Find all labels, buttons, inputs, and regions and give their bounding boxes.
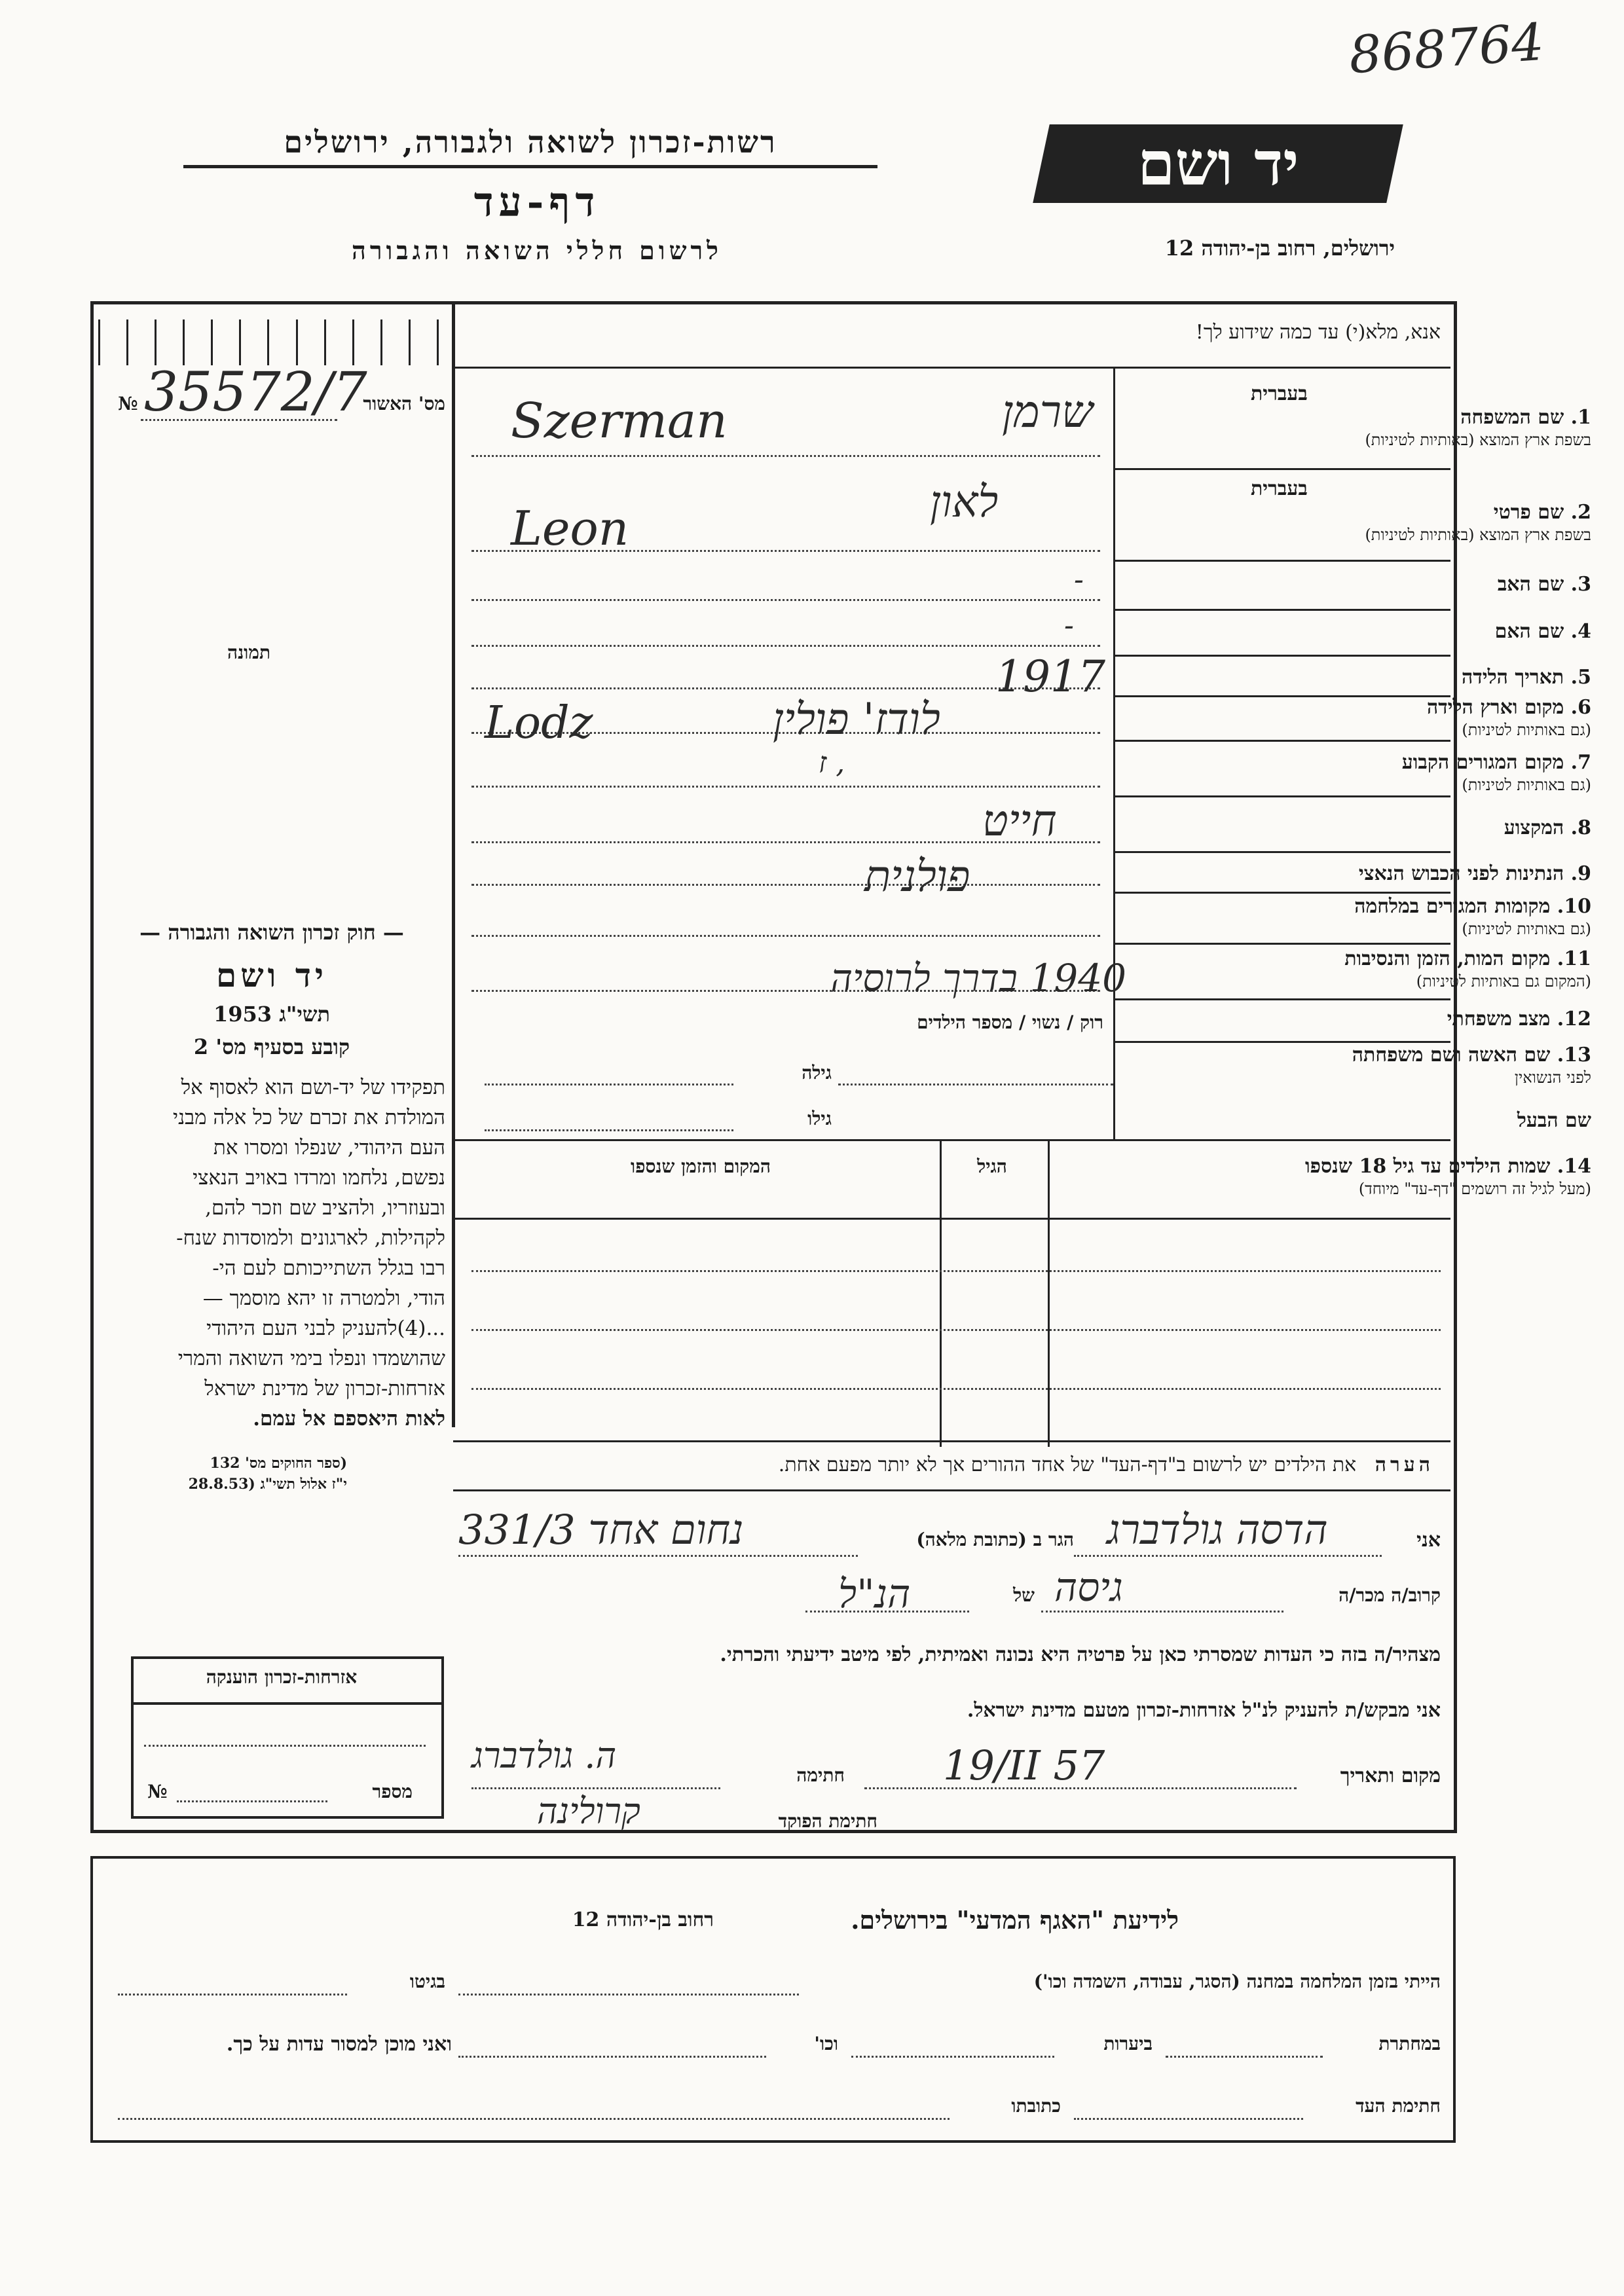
children-col-1 (1048, 1139, 1050, 1447)
declaration-text: מצהיר/ה בזה כי העדות שמסרתי כאן על פרטיה היא נכונה ואמיתית, לפי מיטב ידיעתי והכרתי. (720, 1643, 1441, 1666)
declarant-name-line (1074, 1555, 1382, 1557)
law-name: יד ושם (216, 956, 327, 994)
yad-vashem-logo: יד ושם (1033, 124, 1403, 203)
witness-address-line (118, 2118, 950, 2120)
col-place-time: המקום והזמן שנספו (631, 1156, 771, 1177)
photo-label: תמונה (227, 642, 271, 663)
value-line (471, 645, 1100, 647)
law-ref-2: י"ז אלול תשי"ג (28.8.53 (188, 1476, 347, 1493)
field-marital-status: 12. מצב משפחתי (1447, 1008, 1591, 1030)
note-line: הערה את הילדים יש לרשום ב"דף-העד" של אחד ההורים אך לא יותר מפעם אחת. (778, 1453, 1434, 1476)
place-date-value: 19/II 57 (943, 1741, 1105, 1789)
cert-number: 35572/7 (144, 361, 367, 424)
underground-line (1166, 2056, 1323, 2058)
occupation-value: חייט (982, 795, 1057, 846)
footer-witness-signature: חתימת העד (1356, 2095, 1441, 2117)
surname-hebrew: שרמן (1002, 386, 1094, 438)
first-name-hebrew: לאון (930, 477, 999, 527)
memorial-number-prefix: № (147, 1781, 168, 1802)
place-date-line (864, 1787, 1297, 1789)
authority-name: רשות-זכרון לשואה ולגבורה, ירושלים (183, 124, 877, 168)
law-year: תשי"ג 1953 (213, 1002, 330, 1027)
declarant-name: הדסה גולדברג (1107, 1506, 1328, 1554)
field-mother-name: 4. שם האם (1494, 620, 1591, 643)
memorial-box-line (144, 1745, 426, 1747)
value-line (485, 1084, 733, 1085)
footer-camp-line: הייתי בזמן המלחמה במחנה (הסגר, עבודה, השמדה וכו') (1033, 1971, 1441, 1992)
law-ref-1: (ספר החוקים מס' 132 (210, 1455, 347, 1472)
memorial-box-rule (131, 1702, 444, 1705)
row-rule-8 (1113, 851, 1450, 853)
footer-etc: וכו' (814, 2033, 838, 2054)
law-text: תפקידו של יד-ושם הוא לאסוף אל המולדת את זכרם של כל אלה מבני העם היהודי, שנפלו ומסרו את נפשם, נלחמו ומרדו באויב הנאצי ובעוזריו, ולהציב שם וזכר להם, לקהילות, לארגונים ולמוסדות שנח- רבו בגלל השתייכותם לעם הי- הודי, ולמטרה זו יהא מוסמך — ...(4)להעניק לבני העם היהודי שהושמדו ונפלו בימי השואה והמרי אזרחות-זכרון של מדינת ישראל לאות היאספם אל עמם. (172, 1076, 445, 1430)
row-rule-11 (1113, 998, 1450, 1000)
signature-line (471, 1787, 720, 1789)
citizenship-request: אני מבקש/ת להעניק לנ"ל אזרחות-זכרון מטעם מדינת ישראל. (967, 1699, 1441, 1722)
memorial-box-title: אזרחות-זכרון הוענקה (206, 1666, 358, 1688)
nationality-value: פולנית (864, 851, 970, 902)
value-line (471, 599, 1100, 601)
footer-address-label: כתובתו (1011, 2095, 1061, 2117)
cert-number-label: מס' האשור (363, 393, 445, 414)
of-name: הנ"ל (838, 1571, 911, 1617)
field-wife-name: 13. שם האשה ושם משפחתה לפני הנשואין (1352, 1044, 1591, 1087)
field-husband-name: שם הבעל (1517, 1109, 1591, 1132)
children-header-rule-left (453, 1218, 940, 1220)
birth-date-value: 1917 (995, 651, 1105, 702)
witness-signature-line (1074, 2118, 1303, 2120)
note-rule (453, 1489, 1450, 1491)
officer-signature-label: חתימת הפוקד (778, 1810, 877, 1832)
first-name-latin: Leon (511, 501, 629, 556)
declarant-address: נחום אחד 331/3 (458, 1506, 744, 1554)
forests-line (851, 2056, 1054, 2058)
marital-options: רוק / נשוי / מספר הילדים (917, 1011, 1103, 1033)
children-row (471, 1270, 1441, 1272)
field-birth-date: 5. תאריך הלידה (1462, 666, 1591, 689)
footer-box (90, 1856, 1456, 2143)
request-rule (453, 367, 1450, 369)
field-wartime-residence: 10. מקומות המגורים במלחמה (גם באותיות לטיניות) (1354, 895, 1591, 938)
field-surname: 1. שם המשפחה בעברית בשפת ארץ המוצא (באותיות לטיניות) (1251, 382, 1591, 449)
children-row (471, 1329, 1441, 1331)
children-bottom-rule (453, 1440, 1450, 1442)
section-14-top-rule (453, 1139, 1450, 1141)
children-row (471, 1388, 1441, 1390)
of-label: של (1013, 1584, 1035, 1606)
col-age: הגיל (977, 1156, 1007, 1177)
ghetto-line (118, 1994, 347, 1995)
memorial-number-label: מספר (372, 1781, 413, 1802)
form-title: דף-עד (473, 178, 600, 226)
row-rule-2 (1113, 560, 1450, 562)
row-rule-1 (1113, 468, 1450, 470)
header-address: ירושלים, רחוב בן-יהודה 12 (1164, 236, 1395, 261)
field-death: 11. מקום המות, הזמן והנסיבות (המקום גם באותיות לטיניות) (1344, 947, 1591, 991)
father-name-value: - (1074, 563, 1084, 596)
footer-ready: ואני מוכן למסור עדות על כך. (226, 2033, 452, 2056)
cert-tick-boxes (98, 319, 439, 365)
declarant-address-line (458, 1555, 858, 1557)
camp-line (458, 1994, 799, 1995)
residence-value: ז , (819, 746, 845, 780)
field-father-name: 3. שם האב (1497, 573, 1591, 596)
relation-label: קרוב/ה מכר/ה (1338, 1584, 1441, 1606)
resides-label: הגר ב (כתובת מלאה) (916, 1529, 1074, 1550)
mother-name-value: - (1064, 609, 1074, 642)
footer-underground: במחתרת (1378, 2033, 1441, 2054)
footer-title: לידיעת "האגף המדעי" בירושלים. (851, 1905, 1179, 1935)
field-children: 14. שמות הילדים עד גיל 18 שנספו (מעל לגיל זה רושמים "דף-עד" מיוחד) (1304, 1155, 1591, 1198)
relation-line (1041, 1611, 1283, 1613)
row-rule-12 (1113, 1041, 1450, 1043)
field-occupation: 8. המקצוע (1504, 816, 1591, 839)
form-subtitle: לרשום חללי השואה והגבורה (352, 236, 722, 265)
officer-signature: קרולינה (537, 1791, 640, 1832)
field-nationality: 9. הנתינות לפני הכבוש הנאצי (1358, 862, 1591, 885)
field-first-name: 2. שם פרטי בעברית בשפת ארץ המוצא (באותיות לטיניות) (1251, 477, 1591, 544)
request-line: אנא, מלא(י) עד כמה שידוע לך! (1195, 321, 1441, 344)
place-date-label: מקום ותאריך (1340, 1764, 1441, 1787)
left-panel-divider (452, 301, 455, 1427)
signature-label: חתימה (796, 1764, 845, 1786)
value-line (471, 455, 1100, 457)
memorial-number-line (177, 1800, 327, 1802)
footer-forests: ביערות (1103, 2033, 1153, 2054)
relation-value: גיסה (1054, 1565, 1123, 1611)
value-line (471, 884, 1100, 886)
label-column-divider (1113, 367, 1115, 1139)
value-line (471, 935, 1100, 937)
value-line (485, 1129, 733, 1131)
declarant-signature: ה. גולדברג (471, 1735, 617, 1776)
law-clause: קובע בסעיף מס' 2 (193, 1034, 350, 1059)
death-value: 1940 בדרך לרוסיה (830, 956, 1126, 1000)
children-col-2 (940, 1139, 942, 1447)
field-residence: 7. מקום המגורים הקבוע (גם באותיות לטיניות) (1401, 751, 1591, 794)
cert-number-line (141, 419, 337, 421)
value-line (471, 786, 1100, 788)
surname-latin: Szerman (511, 393, 728, 449)
law-title: — חוק זכרון השואה והגבורה — (139, 920, 404, 945)
cert-number-prefix: № (118, 393, 138, 414)
etc-line (458, 2056, 766, 2058)
birth-place-latin: Lodz (485, 697, 593, 749)
declarant-i-label: אני (1416, 1529, 1441, 1552)
row-rule-3 (1113, 609, 1450, 611)
husband-age-label: גילו (807, 1108, 832, 1129)
row-rule-4 (1113, 655, 1450, 657)
row-rule-9 (1113, 892, 1450, 894)
archive-number: 868764 (1347, 12, 1546, 86)
footer-address: רחוב בן-יהודה 12 (572, 1908, 714, 1931)
birth-place-hebrew: לודז' פולין (773, 694, 940, 744)
value-line (838, 1084, 1113, 1085)
footer-ghetto: בגיטו (409, 1971, 445, 1992)
field-birth-place: 6. מקום וארץ הלידה (גם באותיות לטיניות) (1426, 696, 1591, 739)
of-name-line (805, 1611, 969, 1613)
row-rule-10 (1113, 943, 1450, 945)
children-header-rule (940, 1218, 1450, 1220)
wife-age-label: גילה (802, 1062, 832, 1084)
